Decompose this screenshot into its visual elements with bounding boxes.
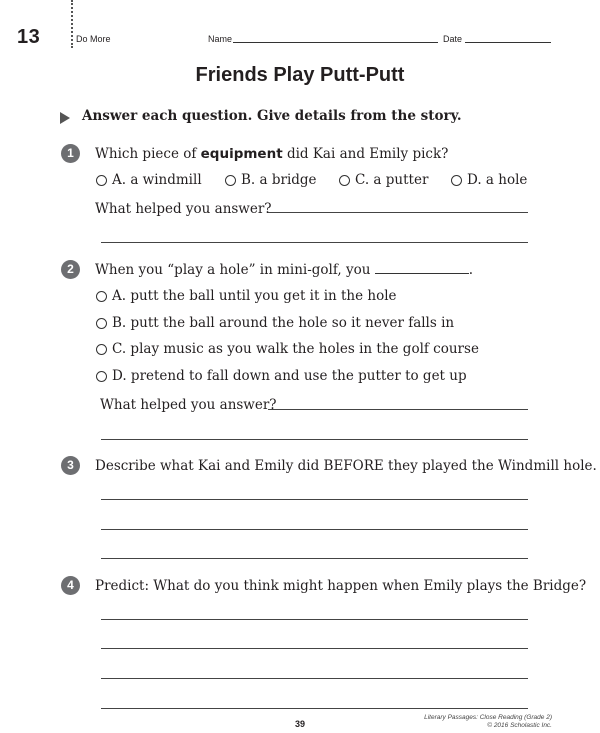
section-label: Do More (76, 34, 111, 44)
question-2-text: When you “play a hole” in mini-golf, you . (95, 262, 473, 278)
radio-circle-icon[interactable] (96, 175, 107, 186)
question-4-number-badge: 4 (61, 576, 80, 595)
radio-circle-icon[interactable] (96, 344, 107, 355)
header-dotted-divider (71, 0, 73, 48)
radio-circle-icon[interactable] (96, 318, 107, 329)
question-1-option-b[interactable]: B. a bridge (225, 171, 317, 189)
lesson-number: 13 (17, 26, 41, 48)
question-1-text: Which piece of equipment did Kai and Emily pick? (95, 146, 449, 162)
triangle-arrow-icon (60, 112, 70, 124)
date-label: Date (443, 34, 463, 44)
bold-keyword: equipment (200, 146, 283, 162)
name-label: Name (208, 34, 233, 44)
footer-credit (424, 714, 552, 730)
radio-circle-icon[interactable] (96, 371, 107, 382)
radio-circle-icon[interactable] (225, 175, 236, 186)
page-number: 39 (294, 719, 305, 729)
question-4-text: Predict: What do you think might happen when Emily plays the Bridge? (95, 578, 587, 594)
question-3-text: Describe what Kai and Emily did BEFORE they played the Windmill hole. (95, 458, 597, 474)
copyright: © 2016 Scholastic Inc. (487, 722, 552, 729)
question-1-helped-line[interactable] (268, 212, 528, 213)
question-2-helped-line[interactable] (268, 409, 528, 410)
question-2-helped-label: What helped you answer? (100, 397, 277, 413)
question-3-number-badge: 3 (61, 456, 80, 475)
radio-circle-icon[interactable] (96, 291, 107, 302)
question-4-answer-line-4[interactable] (101, 708, 528, 709)
question-2-option-a[interactable]: A. putt the ball until you get it in the hole (96, 287, 397, 305)
question-1-option-d[interactable]: D. a hole (451, 171, 527, 189)
question-1-option-a[interactable]: A. a windmill (96, 171, 202, 189)
question-3-answer-line-2[interactable] (101, 529, 528, 530)
book-title: Literary Passages: Close Reading (Grade 2) (424, 714, 552, 721)
question-3-answer-line-3[interactable] (101, 558, 528, 559)
radio-circle-icon[interactable] (339, 175, 350, 186)
question-2-answer-line[interactable] (101, 439, 528, 440)
question-2-number-badge: 2 (61, 260, 80, 279)
fill-in-blank[interactable] (375, 262, 469, 274)
question-4-answer-line-3[interactable] (101, 678, 528, 679)
question-4-answer-line-1[interactable] (101, 619, 528, 620)
date-field[interactable] (465, 42, 551, 43)
question-3-answer-line-1[interactable] (101, 499, 528, 500)
question-4-answer-line-2[interactable] (101, 648, 528, 649)
page-title: Friends Play Putt-Putt (195, 64, 405, 86)
question-1-number-badge: 1 (61, 144, 80, 163)
question-1-answer-line[interactable] (101, 242, 528, 243)
question-1-option-c[interactable]: C. a putter (339, 171, 428, 189)
radio-circle-icon[interactable] (451, 175, 462, 186)
instructions: Answer each question. Give details from the story. (82, 108, 462, 124)
question-1-helped-label: What helped you answer? (95, 201, 272, 217)
name-field[interactable] (233, 42, 438, 43)
question-2-option-b[interactable]: B. putt the ball around the hole so it never falls in (96, 314, 454, 332)
question-2-option-c[interactable]: C. play music as you walk the holes in the golf course (96, 340, 479, 358)
question-2-option-d[interactable]: D. pretend to fall down and use the putter to get up (96, 367, 467, 385)
